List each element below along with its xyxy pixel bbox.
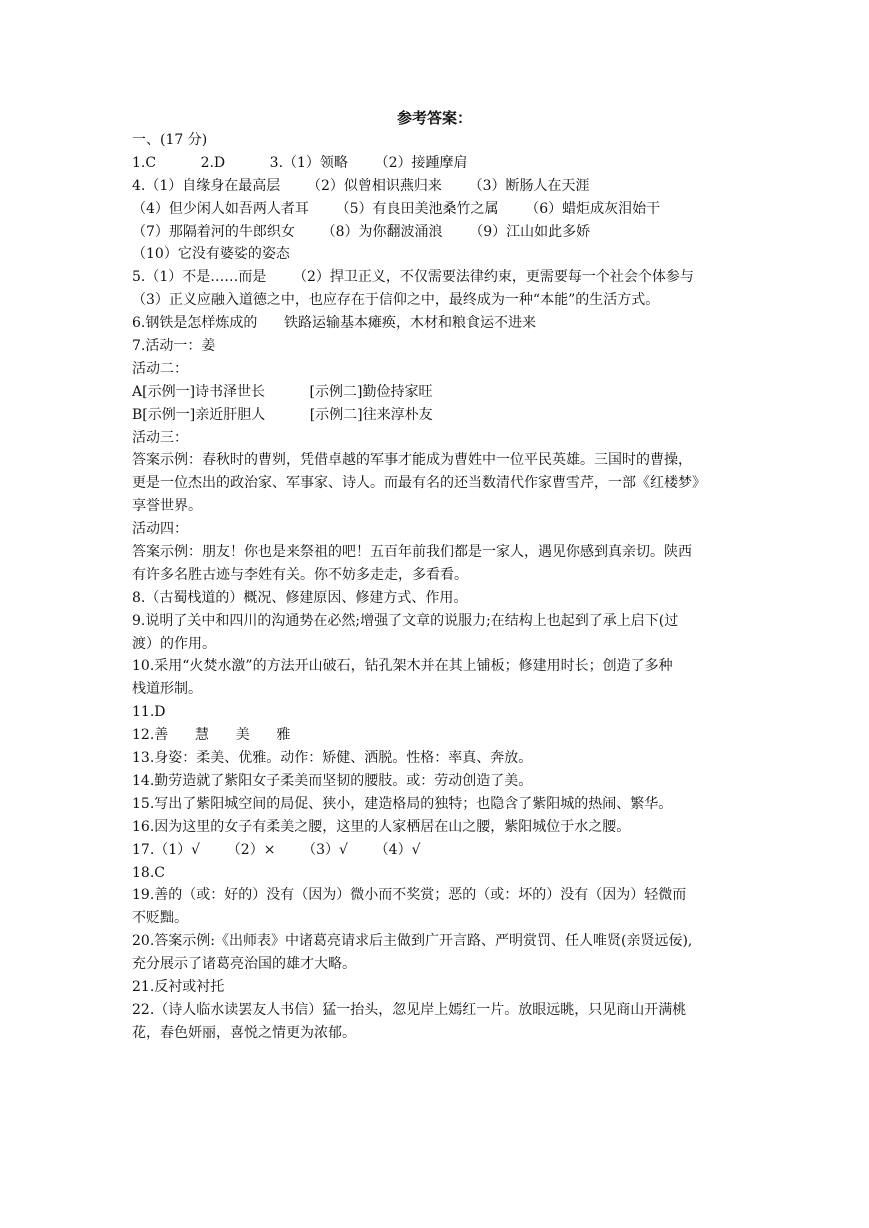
answer-line: 20.答案示例:《出师表》中诸葛亮请求后主做到广开言路、严明赏罚、任人唯贤(亲贤远佞), (132, 933, 693, 950)
answer-line: 7.活动一：姜 (132, 338, 216, 355)
answer-line: 活动四： (132, 521, 188, 538)
answer-line: 14.勤劳造就了紫阳女子柔美而坚韧的腰肢。或：劳动创造了美。 (132, 772, 533, 789)
answer-line: （10）它没有婆娑的姿态 (132, 246, 290, 263)
answer-line: 17.（1）√ （2）× （3）√ （4）√ (132, 841, 421, 858)
answer-line: 9.说明了关中和四川的沟通势在必然;增强了文章的说服力;在结构上也起到了承上启下(过 (132, 612, 679, 629)
answer-line: （7）那隔着河的牛郎织女 （8）为你翻波涌浪 （9）江山如此多娇 (132, 223, 591, 240)
answer-line: （3）正义应融入道德之中，也应存在于信仰之中，最终成为一种“本能”的生活方式。 (132, 292, 660, 309)
answer-line: B[示例一]亲近肝胆人 [示例二]往来淳朴友 (132, 406, 433, 423)
answer-line: 5.（1）不是……而是 （2）捍卫正义，不仅需要法律约束，更需要每一个社会个体参与 (132, 269, 694, 286)
answer-line: 8.（古蜀栈道的）概况、修建原因、修建方式、作用。 (132, 589, 468, 606)
answer-line: 花，春色妍丽，喜悦之情更为浓郁。 (132, 1024, 356, 1041)
page-title: 参考答案： (396, 109, 472, 127)
answer-line: 10.采用“火焚水激”的方法开山破石，钻孔架木并在其上铺板；修建用时长；创造了多种 (132, 658, 673, 675)
answer-line: 活动二： (132, 360, 188, 377)
answer-line: 1.C 2.D 3.（1）领略 （2）接踵摩肩 (132, 154, 468, 171)
answer-line: 19.善的（或：好的）没有（因为）微小而不奖赏；恶的（或：坏的）没有（因为）轻微而 (132, 887, 687, 904)
answer-line: 22.（诗人临水读罢友人书信）猛一抬头，忽见岸上嫣红一片。放眼远眺，只见商山开满桃 (132, 1001, 687, 1018)
answer-line: 栈道形制。 (132, 681, 202, 698)
answer-line: 有许多名胜古迹与李姓有关。你不妨多走走，多看看。 (132, 566, 468, 583)
answer-line: 渡）的作用。 (132, 635, 216, 652)
answer-line: 活动三： (132, 429, 188, 446)
answer-line: 答案示例：朋友！你也是来祭祖的吧！五百年前我们都是一家人，遇见你感到真亲切。陕西 (132, 544, 692, 561)
answer-line: A[示例一]诗书泽世长 [示例二]勤俭持家旺 (132, 383, 433, 400)
answer-line: 11.D (132, 704, 166, 721)
answer-line: 享誉世界。 (132, 498, 202, 515)
answer-line: （4）但少闲人如吾两人者耳 （5）有良田美池桑竹之属 （6）蜡炬成灰泪始干 (132, 200, 661, 217)
answer-content (132, 129, 740, 1045)
answer-line: 充分展示了诸葛亮治国的雄才大略。 (132, 956, 356, 973)
answer-line: 不贬黜。 (132, 910, 188, 927)
answer-line: 18.C (132, 864, 165, 881)
answer-line: 4.（1）自缘身在最高层 （2）似曾相识燕归来 （3）断肠人在天涯 (132, 177, 590, 194)
answer-line: 16.因为这里的女子有柔美之腰，这里的人家栖居在山之腰，紫阳城位于水之腰。 (132, 818, 631, 835)
answer-line: 13.身姿：柔美、优雅。动作：矫健、洒脱。性格：率真、奔放。 (132, 750, 533, 767)
answer-line: 更是一位杰出的政治家、军事家、诗人。而最有名的还当数清代作家曹雪芹，一部《红楼梦》 (132, 475, 706, 492)
answer-line: 答案示例：春秋时的曹刿，凭借卓越的军事才能成为曹姓中一位平民英雄。三国时的曹操， (132, 452, 692, 469)
answer-line: 一、(17 分) (132, 132, 208, 148)
answer-line: 12.善 慧 美 雅 (132, 727, 291, 744)
answer-line: 21.反衬或衬托 (132, 978, 225, 995)
answer-line: 15.写出了紫阳城空间的局促、狭小，建造格局的独特；也隐含了紫阳城的热闹、繁华。 (132, 795, 673, 812)
answer-line: 6.钢铁是怎样炼成的 铁路运输基本瘫痪，木材和粮食运不进来 (132, 315, 537, 332)
